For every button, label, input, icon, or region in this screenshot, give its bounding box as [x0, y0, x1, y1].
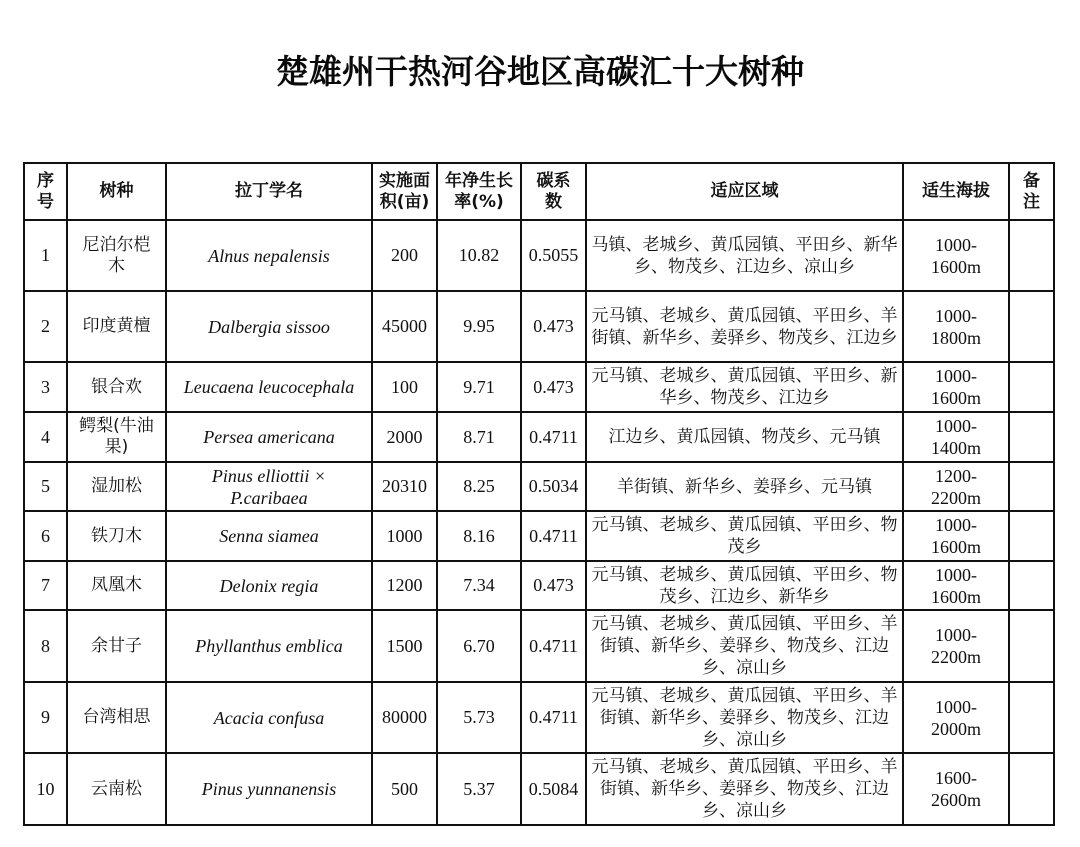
- cell-carbon: 0.473: [521, 362, 586, 412]
- cell-growth: 8.25: [437, 462, 521, 511]
- cell-area: 100: [372, 362, 437, 412]
- header-note: 备注: [1009, 163, 1054, 220]
- cell-growth: 8.16: [437, 511, 521, 561]
- cell-note: [1009, 610, 1054, 682]
- cell-latin: Dalbergia sissoo: [166, 291, 372, 362]
- cell-altitude: 1000-1600m: [903, 220, 1009, 291]
- cell-altitude: 1000-1800m: [903, 291, 1009, 362]
- cell-note: [1009, 561, 1054, 610]
- cell-growth: 5.37: [437, 753, 521, 825]
- cell-species: 银合欢: [67, 362, 166, 412]
- cell-carbon: 0.4711: [521, 511, 586, 561]
- table-row: [24, 462, 1054, 511]
- table-row: [24, 511, 1054, 561]
- header-latin: 拉丁学名: [166, 163, 372, 220]
- cell-growth: 7.34: [437, 561, 521, 610]
- cell-altitude: 1000-1600m: [903, 561, 1009, 610]
- cell-growth: 10.82: [437, 220, 521, 291]
- cell-altitude: 1000-1400m: [903, 412, 1009, 462]
- cell-region: 元马镇、老城乡、黄瓜园镇、平田乡、新华乡、物茂乡、江边乡: [586, 362, 903, 412]
- cell-note: [1009, 682, 1054, 753]
- header-index: 序号: [24, 163, 67, 220]
- cell-index: 2: [24, 291, 67, 362]
- table-row: [24, 610, 1054, 682]
- header-row: [24, 163, 1054, 220]
- cell-index: 8: [24, 610, 67, 682]
- cell-species: 印度黄檀: [67, 291, 166, 362]
- page-title: 楚雄州干热河谷地区高碳汇十大树种: [276, 52, 804, 91]
- cell-note: [1009, 511, 1054, 561]
- cell-index: 6: [24, 511, 67, 561]
- table-row: [24, 412, 1054, 462]
- header-species: 树种: [67, 163, 166, 220]
- cell-area: 200: [372, 220, 437, 291]
- cell-region: 羊街镇、新华乡、姜驿乡、元马镇: [586, 462, 903, 511]
- cell-altitude: 1000-2000m: [903, 682, 1009, 753]
- tree-species-table: [23, 162, 1055, 826]
- table-row: [24, 682, 1054, 753]
- cell-index: 1: [24, 220, 67, 291]
- cell-region: 马镇、老城乡、黄瓜园镇、平田乡、新华乡、物茂乡、江边乡、凉山乡: [586, 220, 903, 291]
- cell-index: 9: [24, 682, 67, 753]
- cell-carbon: 0.473: [521, 291, 586, 362]
- table-row: [24, 220, 1054, 291]
- cell-growth: 9.71: [437, 362, 521, 412]
- cell-note: [1009, 753, 1054, 825]
- table-row: [24, 561, 1054, 610]
- table-row: [24, 291, 1054, 362]
- cell-altitude: 1200-2200m: [903, 462, 1009, 511]
- cell-latin: Pinus elliottii × P.caribaea: [166, 462, 372, 511]
- cell-area: 80000: [372, 682, 437, 753]
- cell-altitude: 1000-1600m: [903, 511, 1009, 561]
- cell-area: 2000: [372, 412, 437, 462]
- cell-carbon: 0.5055: [521, 220, 586, 291]
- cell-species: 余甘子: [67, 610, 166, 682]
- cell-species: 铁刀木: [67, 511, 166, 561]
- cell-region: 元马镇、老城乡、黄瓜园镇、平田乡、羊街镇、新华乡、姜驿乡、物茂乡、江边乡、凉山乡: [586, 753, 903, 825]
- cell-latin: Acacia confusa: [166, 682, 372, 753]
- cell-area: 20310: [372, 462, 437, 511]
- cell-index: 3: [24, 362, 67, 412]
- cell-note: [1009, 220, 1054, 291]
- cell-species: 鳄梨(牛油果): [67, 412, 166, 462]
- cell-region: 元马镇、老城乡、黄瓜园镇、平田乡、羊街镇、新华乡、姜驿乡、物茂乡、江边乡: [586, 291, 903, 362]
- table-row: [24, 753, 1054, 825]
- cell-area: 1500: [372, 610, 437, 682]
- cell-index: 10: [24, 753, 67, 825]
- cell-carbon: 0.5084: [521, 753, 586, 825]
- cell-region: 江边乡、黄瓜园镇、物茂乡、元马镇: [586, 412, 903, 462]
- cell-latin: Alnus nepalensis: [166, 220, 372, 291]
- cell-latin: Pinus yunnanensis: [166, 753, 372, 825]
- cell-region: 元马镇、老城乡、黄瓜园镇、平田乡、物茂乡: [586, 511, 903, 561]
- cell-area: 45000: [372, 291, 437, 362]
- header-carbon: 碳系数: [521, 163, 586, 220]
- cell-carbon: 0.4711: [521, 610, 586, 682]
- cell-species: 尼泊尔桤木: [67, 220, 166, 291]
- cell-region: 元马镇、老城乡、黄瓜园镇、平田乡、羊街镇、新华乡、姜驿乡、物茂乡、江边乡、凉山乡: [586, 682, 903, 753]
- cell-growth: 8.71: [437, 412, 521, 462]
- cell-latin: Persea americana: [166, 412, 372, 462]
- cell-latin: Senna siamea: [166, 511, 372, 561]
- cell-carbon: 0.4711: [521, 682, 586, 753]
- cell-note: [1009, 362, 1054, 412]
- cell-area: 500: [372, 753, 437, 825]
- cell-latin: Delonix regia: [166, 561, 372, 610]
- header-region: 适应区域: [586, 163, 903, 220]
- cell-area: 1200: [372, 561, 437, 610]
- cell-index: 5: [24, 462, 67, 511]
- cell-altitude: 1000-2200m: [903, 610, 1009, 682]
- cell-carbon: 0.5034: [521, 462, 586, 511]
- cell-region: 元马镇、老城乡、黄瓜园镇、平田乡、羊街镇、新华乡、姜驿乡、物茂乡、江边乡、凉山乡: [586, 610, 903, 682]
- cell-growth: 5.73: [437, 682, 521, 753]
- cell-index: 7: [24, 561, 67, 610]
- cell-area: 1000: [372, 511, 437, 561]
- cell-species: 凤凰木: [67, 561, 166, 610]
- table-row: [24, 362, 1054, 412]
- header-altitude: 适生海拔: [903, 163, 1009, 220]
- cell-note: [1009, 291, 1054, 362]
- cell-species: 湿加松: [67, 462, 166, 511]
- header-growth: 年净生长率(%): [437, 163, 521, 220]
- cell-region: 元马镇、老城乡、黄瓜园镇、平田乡、物茂乡、江边乡、新华乡: [586, 561, 903, 610]
- cell-growth: 9.95: [437, 291, 521, 362]
- cell-latin: Phyllanthus emblica: [166, 610, 372, 682]
- cell-growth: 6.70: [437, 610, 521, 682]
- cell-latin: Leucaena leucocephala: [166, 362, 372, 412]
- cell-index: 4: [24, 412, 67, 462]
- header-area: 实施面积(亩): [372, 163, 437, 220]
- cell-altitude: 1000-1600m: [903, 362, 1009, 412]
- cell-carbon: 0.4711: [521, 412, 586, 462]
- cell-species: 云南松: [67, 753, 166, 825]
- cell-note: [1009, 462, 1054, 511]
- cell-note: [1009, 412, 1054, 462]
- cell-species: 台湾相思: [67, 682, 166, 753]
- cell-altitude: 1600-2600m: [903, 753, 1009, 825]
- cell-carbon: 0.473: [521, 561, 586, 610]
